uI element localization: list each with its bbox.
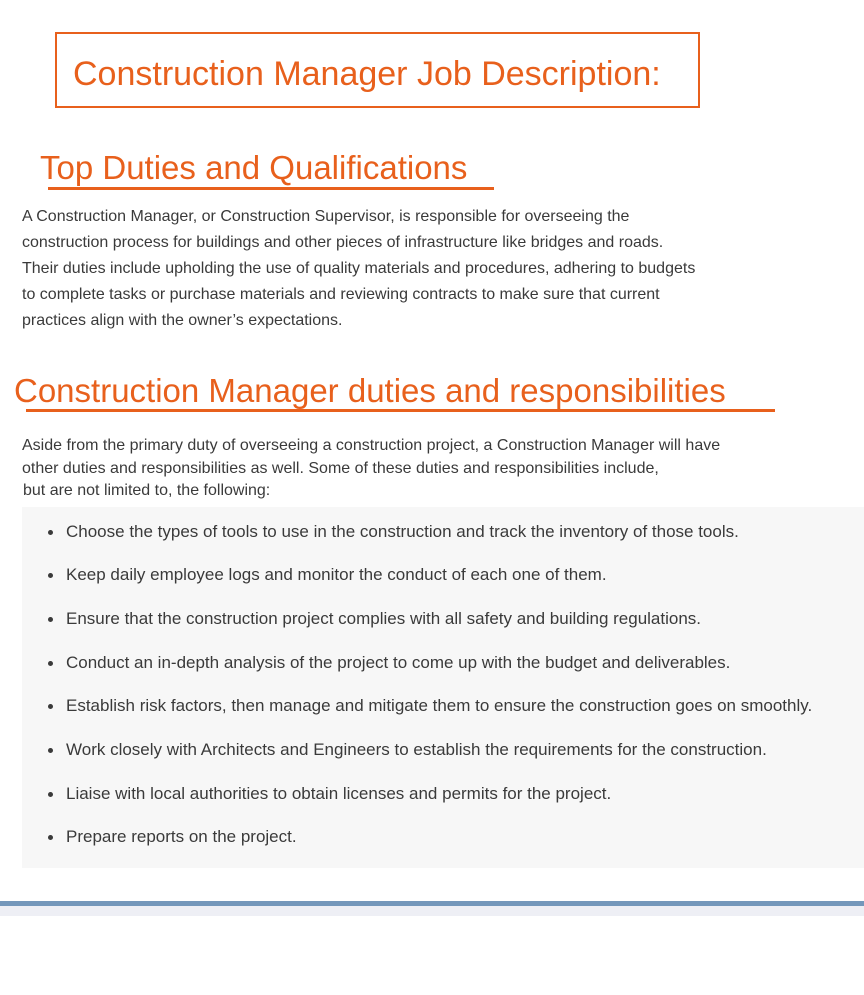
paragraph-line: but are not limited to, the following: bbox=[23, 482, 271, 499]
bullet-icon bbox=[48, 748, 53, 753]
paragraph-line: to complete tasks or purchase materials and reviewing contracts to make sure that current bbox=[22, 286, 660, 303]
section1-heading: Top Duties and Qualifications bbox=[40, 149, 468, 186]
list-item-text: Work closely with Architects and Engineers to establish the requirements for the construction. bbox=[66, 740, 767, 759]
list-item-text: Keep daily employee logs and monitor the conduct of each one of them. bbox=[66, 565, 607, 584]
bullet-icon bbox=[48, 573, 53, 578]
paragraph-line: Aside from the primary duty of overseeing a construction project, a Construction Manager will have bbox=[22, 437, 721, 454]
section1-heading-underline bbox=[48, 187, 494, 190]
section1-paragraph bbox=[22, 204, 695, 334]
list-item-text: Choose the types of tools to use in the construction and track the inventory of those tools. bbox=[66, 522, 739, 541]
list-item-text: Liaise with local authorities to obtain licenses and permits for the project. bbox=[66, 784, 612, 803]
paragraph-line: A Construction Manager, or Construction Supervisor, is responsible for overseeing the bbox=[22, 208, 630, 225]
paragraph-line: practices align with the owner’s expectations. bbox=[22, 312, 343, 329]
section2-heading-underline bbox=[26, 409, 775, 412]
bullet-icon bbox=[48, 704, 53, 709]
bullet-icon bbox=[48, 835, 53, 840]
section2-paragraph bbox=[22, 435, 720, 503]
bullet-icon bbox=[48, 792, 53, 797]
page-title: Construction Manager Job Description: bbox=[73, 55, 661, 93]
paragraph-line: construction process for buildings and other pieces of infrastructure like bridges and roads. bbox=[22, 234, 664, 251]
footer-shade bbox=[0, 906, 864, 916]
list-item-text: Ensure that the construction project complies with all safety and building regulations. bbox=[66, 609, 702, 628]
list-item-text: Establish risk factors, then manage and mitigate them to ensure the construction goes on smoothly. bbox=[66, 696, 813, 715]
list-item-text: Conduct an in-depth analysis of the project to come up with the budget and deliverables. bbox=[66, 653, 731, 672]
title-box bbox=[55, 32, 700, 108]
bullet-icon bbox=[48, 661, 53, 666]
paragraph-line: other duties and responsibilities as well. Some of these duties and responsibilities include, bbox=[22, 459, 659, 477]
list-item-text: Prepare reports on the project. bbox=[66, 827, 297, 846]
bullet-icon bbox=[48, 530, 53, 535]
duties-list-box bbox=[22, 507, 864, 868]
section2-heading: Construction Manager duties and responsibilities bbox=[14, 372, 726, 409]
bullet-icon bbox=[48, 617, 53, 622]
paragraph-line: Their duties include upholding the use of quality materials and procedures, adhering to budgets bbox=[22, 260, 696, 277]
